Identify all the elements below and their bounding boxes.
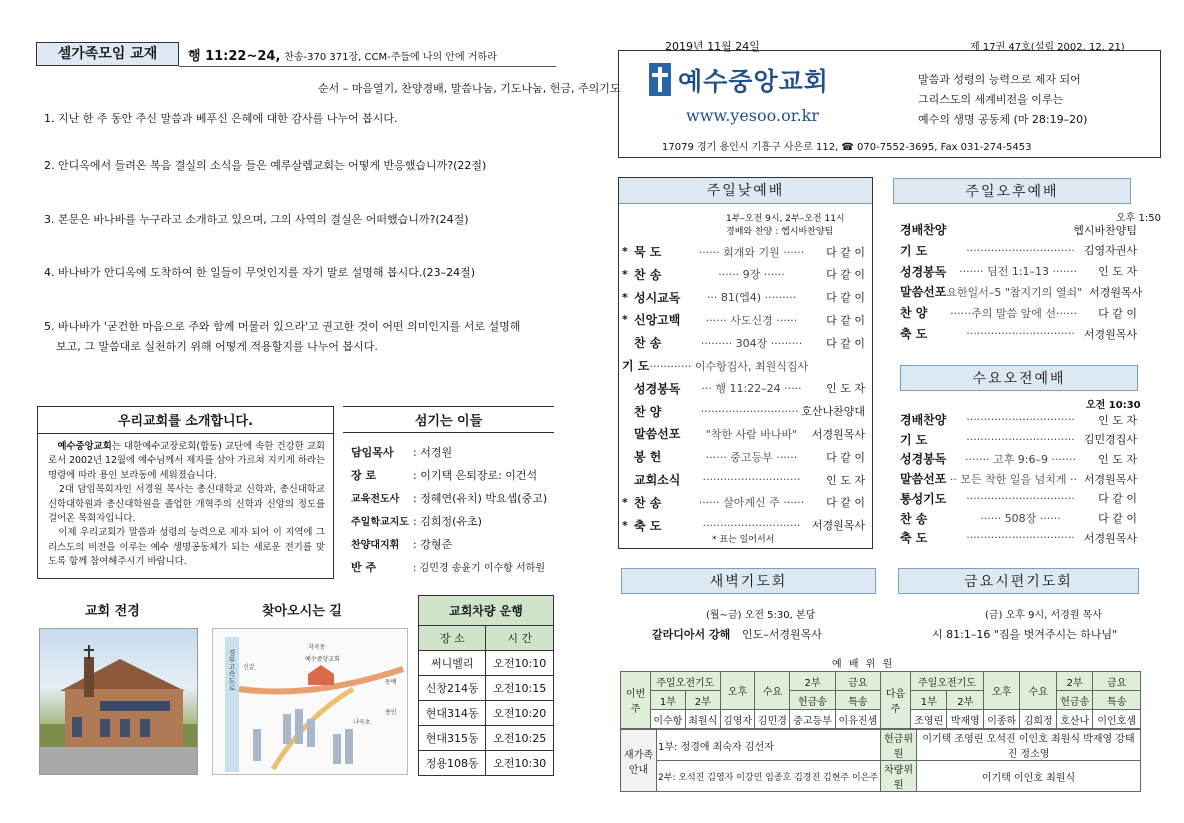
sunday-am-leader: 다 같 이 [826,245,865,259]
map-label-singal: 신갈 [243,664,255,671]
wed-detail: ······· 고후 9:6–9 ······· [965,452,1076,466]
table-row: 써니벨리 오전10:10 [419,651,554,676]
stand-marker: * [622,313,628,327]
map-label-church: 예수중앙교회 [305,656,340,663]
table-row: 현대314동 오전10:20 [419,701,554,726]
vehicle-caption: 교회차량 운행 [419,596,554,626]
sunday-pm-detail: 요한일서–5 "참지기의 열쇠" [946,285,1083,299]
dawn-topic: 갈라디아서 강해 [652,628,731,641]
sunday-pm-leader: 김영자권사 [1083,244,1137,258]
study-header [36,42,556,68]
wed-label: 찬 송 [900,511,928,526]
sunday-am-leader: 인 도 자 [826,473,865,487]
sunday-pm-label: 경배찬양 [900,223,947,237]
intro-box [37,406,334,579]
church-url[interactable]: www.yesoo.or.kr [686,106,820,125]
sunday-am-row [622,425,865,442]
sunday-pm-leader: 다 같 이 [1098,306,1137,320]
sunday-am-detail: ······ 회개와 기원 ······ [698,245,805,259]
duty-next-week: 다음주 주일오전기도 오후 수요 2부 금요 1부 2부 헌금송 특송 조영린 박재영 이종하 김희정 호산나 이인호셈 [880,671,1141,729]
wed-row [900,431,1137,448]
study-rule [179,66,556,67]
stand-marker: * [622,245,628,258]
staff-row: 교육전도사 : 정혜연(유치) 박요셉(중고) [351,491,548,505]
sunday-am-detail: ···························· [702,473,801,486]
sunday-am-label: 말씀선포 [634,427,681,442]
sunday-am-row [622,266,865,283]
wed-row [900,529,1137,546]
question-5a: 5. 바나바가 '굳건한 마음으로 주와 함께 머물러 있으라'고 권고한 것이 어떤 의미인지를 서로 설명해 [44,320,521,333]
sunday-am-detail: ··· 81(엡4) ········· [706,291,797,305]
table-row: 현대315동 오전10:25 [419,726,554,751]
sunday-am-leader: 다 같 이 [826,268,865,282]
sunday-am-label: 찬 송 [634,495,662,510]
sunday-pm-row [900,242,1137,259]
study-title: 셀가족모임 교재 [36,42,179,66]
question-3: 3. 본문은 바나바를 누구라고 소개하고 있으며, 그의 사역의 결실은 어떠했습니까?(24절) [44,213,469,226]
sunday-am-label: 찬 송 [634,267,662,282]
map-label-yongin: 용인 [385,709,397,716]
sunday-am-row [622,448,865,465]
sunday-am-detail: ········· 304장 ········· [700,336,803,350]
sunday-pm-row [900,304,1137,321]
sunday-pm-time: 오후 1:50 [1116,213,1161,224]
vehicle-schedule [418,595,554,776]
staff-box [343,406,554,579]
sunday-am-choir: 경배와 찬양 : 헵시바찬양팀 [726,227,834,237]
wed-detail: ······························· [966,432,1075,446]
intro-title: 우리교회를 소개합니다. [38,407,333,434]
sunday-am-label: 신앙고백 [634,313,681,328]
sunday-pm-leader: 서경원목사 [1083,327,1137,341]
map-label-highway: 경부고속도로 [228,649,236,691]
sunday-am-title: 주일낮예배 [619,178,872,204]
sunday-am-label: 성시교독 [634,290,681,305]
stand-marker: * [622,290,628,304]
study-passage: 행 11:22~24, [188,49,281,64]
sunday-am-label: 찬 송 [634,336,662,351]
church-motto: 말씀과 성령의 능력으로 제자 되어 그리스도의 세계비전을 이루는 예수의 생명 공동체 (마 28:19–20) [918,73,1088,126]
study-order: 순서 – 마음열기, 찬양경배, 말씀나눔, 기도나눔, 헌금, 주의기도 [318,82,621,95]
sunday-pm-detail: ······························· [966,243,1075,257]
staff-title: 섬기는 이들 [343,406,554,433]
stand-marker: * [622,495,628,509]
sunday-pm-leader: 인 도 자 [1098,265,1137,279]
wed-row [900,450,1137,467]
wed-title: 수요오전예배 [900,365,1138,391]
map-label-school: 나곡초 [353,719,371,726]
wed-leader: 김민경집사 [1083,433,1137,447]
sunday-pm-label: 축 도 [900,327,928,341]
sunday-am-row [622,494,865,511]
dawn-title-box [621,568,876,594]
sunday-am-row [622,311,865,328]
sunday-am-detail: ······ 9장 ······ [718,268,785,282]
dawn-leader: 인도–서경원목사 [742,628,822,641]
sunday-pm-leader: 서경원목사 [1089,285,1143,299]
sunday-am-row [622,357,865,374]
friday-title: 금요시편기도회 [898,568,1139,594]
sunday-pm-detail: ······주의 말씀 앞에 선······ [950,306,1077,320]
sunday-am-label: 기 도 [622,359,650,373]
wed-leader: 인 도 자 [1098,452,1137,466]
sunday-am-label: 교회소식 [634,473,681,487]
wed-detail: ·· 모든 착한 일을 넘치게 ·· [949,472,1077,486]
sunday-pm-row [900,263,1137,280]
directions-title: 찾아오시는 길 [262,604,342,619]
sunday-am-detail: ······ 중고등부 ······ [705,450,798,464]
sunday-am-leader: 다 같 이 [826,496,865,510]
sunday-am-leader: 다 같 이 [826,336,865,350]
church-building-icon [40,629,198,775]
wed-leader: 서경원목사 [1083,472,1137,486]
staff-row: 찬양대지휘 : 강형준 [351,537,453,551]
staff-row: 반 주 : 김민경 송윤기 이수항 서하원 [351,560,546,574]
sunday-pm-label: 성경봉독 [900,264,947,279]
sunday-pm-title-box [893,178,1131,204]
wed-time: 오전 10:30 [1086,400,1141,411]
church-photo-title: 교회 전경 [85,604,140,619]
sunday-am-detail: ···························· [700,404,799,418]
question-4: 4. 바나바가 안디옥에 도착하여 한 일들이 무엇인지를 자기 말로 설명해 봅시다.(23–24절) [44,266,476,279]
stand-marker: * [622,518,628,532]
wed-label: 기 도 [900,432,928,447]
sunday-am-row [622,334,865,351]
staff-row: 장 로 : 이기택 은퇴장로: 이건석 [351,468,538,482]
wed-row [900,470,1137,487]
sunday-am-row [622,243,865,260]
sunday-pm-label: 말씀선포 [900,285,947,300]
sunday-am-leader: 호산나찬양대 [801,405,865,419]
wed-detail: ······ 508장 ······ [980,512,1061,525]
wed-detail: ······························· [966,491,1075,505]
sunday-am-time: 1부–오전 9시, 2부–오전 11시 [726,214,845,224]
map-label-dongbaek: 동백 [385,679,397,686]
stand-marker: * [622,267,628,281]
wed-row [900,411,1137,428]
duty-title: 예 배 위 원 [832,659,895,670]
bulletin-issue: 제 17권 47호(설립 2002. 12. 21) [970,42,1125,53]
sunday-am-detail: ······ 살아계신 주 ······ [698,496,805,510]
church-address: 17079 경기 용인시 기흥구 사은로 112, ☎ 070-7552-3695, Fax 031-274-5453 [662,142,1032,153]
friday-time: (금) 오후 9시, 서경원 목사 [985,610,1102,621]
staff-row: 주일학교지도 : 김희정(유초) [351,514,482,528]
duty-others: 새가족 안내 1부: 정경애 최숙자 김선자 헌금위원 이기택 조영린 오석진 이인호 최원식 박재영 강태진 정소영 2부: 오석진 김영자 이강민 임종호 김경진 김현주 이은주 차량위원 이기택 이인호 최원식 [620,729,1141,792]
sunday-am-row [622,471,865,488]
dawn-time: (월∼금) 오전 5:30, 본당 [706,610,816,621]
question-1: 1. 지난 한 주 동안 주신 말씀과 베푸신 은혜에 대한 감사를 나누어 봅시다. [44,112,398,125]
question-2: 2. 안디옥에서 들려온 복음 결실의 소식을 들은 예루살렘교회는 어떻게 반응했습니까?(22절) [44,159,487,172]
friday-title-box [898,568,1139,594]
sunday-pm-row [900,283,1143,300]
sunday-am-row [622,380,865,397]
sunday-pm-leader: 헵시바찬양팀 [1073,223,1137,237]
sunday-am-label: 묵 도 [634,245,662,259]
sunday-am-leader: 다 같 이 [826,291,865,305]
sunday-am-label: 찬 양 [634,404,662,419]
duty-this-week: 이번주 주일오전기도 오후 수요 2부 금요 1부 2부 헌금송 특송 이수항 최원식 김영자 김민경 중고등부 이유진셈 [620,671,881,729]
dawn-title: 새벽기도회 [621,568,876,594]
sunday-pm-detail: ······· 딤전 1:1–13 ······· [959,265,1077,279]
wed-label: 축 도 [900,531,928,546]
wed-title-box [900,365,1138,391]
sunday-am-detail: ··· 행 11:22–24 ····· [701,382,802,396]
question-5b: 보고, 그 말씀대로 실천하기 위해 어떻게 적용할지를 나누어 봅시다. [56,340,378,353]
staff-row: 담임목사 : 서경원 [351,445,453,459]
wed-label: 통성기도 [900,491,947,506]
directions-map [212,628,408,775]
sunday-am-leader: 다 같 이 [826,313,865,327]
intro-church-name: 예수중앙교회 [57,441,112,452]
sunday-am-label: 축 도 [634,518,662,533]
vehicle-header-time: 시 간 [486,626,554,651]
friday-topic: 시 81:1–16 "짐을 벗겨주시는 하나님" [932,628,1118,641]
sunday-pm-label: 찬 양 [900,306,928,321]
church-photo [39,628,198,775]
sunday-pm-row [900,325,1137,342]
cross-logo-icon [649,63,671,96]
sunday-am-leader: 인 도 자 [826,382,865,396]
sunday-am-note: * 표는 일어서서 [712,535,775,545]
church-name: 예수중앙교회 [678,67,829,96]
wed-detail: ······························· [966,531,1075,545]
wed-label: 성경봉독 [900,452,947,467]
sunday-am-label: 봉 헌 [634,450,662,465]
table-row: 신창214동 오전10:15 [419,676,554,701]
wed-detail: ······························· [966,413,1075,426]
wed-leader: 서경원목사 [1083,531,1137,545]
sunday-am-leader: 서경원목사 [811,519,865,533]
wed-leader: 다 같 이 [1098,492,1137,506]
intro-text: 예수중앙교회는 대한예수교장로회(합동) 교단에 속한 건강한 교회로서 2002년 12월에 예수님께서 제자를 삼아 가르쳐 지키게 하라는 명령에 따라 용인 보라동에 세워졌습니다. 2대 담임목회자인 서경원 목사는 총신대학교 신학과, 총신대학교 신학대학원과 총신대학원을 졸업한 개혁주의 신학과 신앙의 정도를 걸어온 목회자입니다. 이제 우리교회가 말씀과 성령의 능력으로 제자 되어 이 지역에 그리스도의 비전을 이루는 예수 생명공동체가 되는 새로운 전기를 맞도록 함께 참여해주시기 바랍니다. [48,441,325,568]
sunday-am-detail: ······ 사도신경 ······ [705,313,798,327]
sunday-am-leader: 다 같 이 [826,450,865,464]
sunday-pm-label: 기 도 [900,243,928,258]
wed-row [900,490,1137,507]
sunday-am-detail: ···························· [702,518,801,532]
sunday-pm-row [900,221,1137,238]
study-hymn: 찬송-370 371장, CCM-주들에 나의 안에 거하라 [284,52,497,63]
bulletin-date: 2019년 11월 24일 [665,40,760,53]
vehicle-header-place: 장 소 [419,626,486,651]
sunday-am-label: 성경봉독 [634,381,681,396]
wed-label: 경배찬양 [900,413,947,427]
wed-leader: 인 도 자 [1098,413,1137,427]
sunday-pm-detail: ······························· [966,327,1075,340]
wed-leader: 다 같 이 [1098,512,1137,525]
sunday-am-leader: 서경원목사 [811,427,865,441]
sunday-am-detail: ············ 이수항집사, 최원식집사 [649,359,809,373]
study-passage-line [188,45,497,64]
sunday-am-row [622,289,865,306]
sunday-am-row [622,403,865,420]
sunday-pm-title: 주일오후예배 [893,178,1131,204]
wed-row [900,510,1137,527]
sunday-am-detail: "착한 사람 바나바" [705,427,798,441]
table-row: 정용108동 오전10:30 [419,751,554,776]
wed-label: 말씀선포 [900,472,947,487]
map-label-jigok: 지곡동 [308,644,326,651]
